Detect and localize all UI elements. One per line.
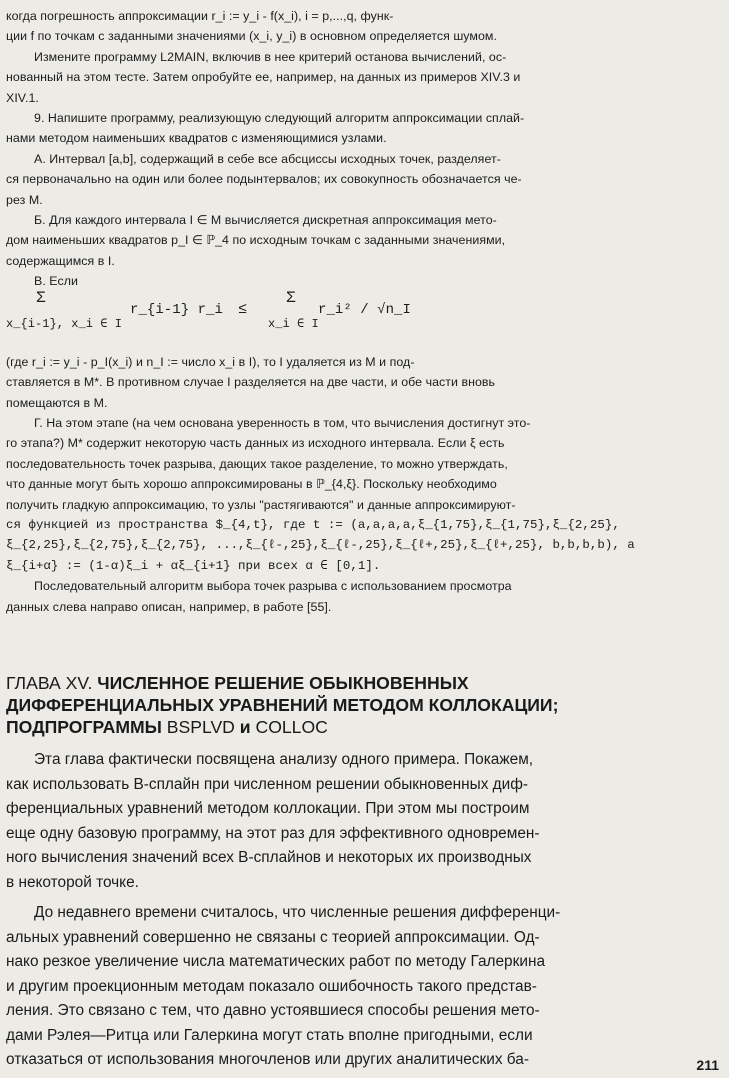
text-line: ции f по точкам с заданными значениями (x_i, y_i) в основном определяется шумом. — [6, 29, 497, 44]
text-line: данных слева направо описан, например, в работе [55]. — [6, 599, 332, 614]
text-line: ся первоначально на один или более подынтервалов; их совокупность обозначается че- — [6, 172, 522, 187]
text-line: рез M. — [6, 192, 43, 207]
text-line: ления. Это связано с тем, что давно устоявшиеся способы решения мето- — [6, 1002, 540, 1019]
text-line: нами методом наименьших квадратов с изменяющимися узлами. — [6, 131, 387, 146]
sum-subscript: x_{i-1}, x_i ∈ I — [6, 316, 123, 331]
text-line: как использовать B-сплайн при численном решении обыкновенных диф- — [6, 775, 529, 793]
text-line: Измените программу L2MAIN, включив в нее критерий останова вычислений, ос- — [34, 49, 507, 64]
text-line: ного вычисления значений всех B-сплайнов и некоторых их производных — [6, 849, 532, 866]
text-line: дами Рэлея—Ритца или Галеркина могут стать вполне пригодными, если — [6, 1026, 533, 1044]
inequality-formula — [6, 288, 720, 352]
text-line: Последовательный алгоритм выбора точек разрыва с использованием просмотра — [34, 579, 512, 594]
text-line: А. Интервал [a,b], содержащий в себе все абсциссы исходных точек, разделяет- — [34, 151, 501, 166]
sum-subscript: x_i ∈ I — [268, 316, 319, 331]
body-text — [6, 748, 720, 1073]
text-line: содержащимся в I. — [6, 253, 115, 268]
le-sign: ≤ — [238, 300, 248, 318]
chapter-title: ПОДПРОГРАММЫ — [6, 717, 167, 738]
text-line: Эта глава фактически посвящена анализу одного примера. Покажем, — [34, 751, 534, 768]
text-line: (где r_i := y_i - p_I(x_i) и n_I := число x_i в I), то I удаляется из M и под- — [6, 354, 415, 369]
text-line: го этапа?) M* содержит некоторую часть данных из исходного интервала. Если ξ есть — [6, 436, 505, 451]
text-line: В. Если — [34, 274, 78, 289]
heading-line: ДИФФЕРЕНЦИАЛЬНЫХ УРАВНЕНИЙ МЕТОДОМ КОЛЛОКАЦИИ; — [6, 695, 559, 716]
text-line: ξ_{2,25},ξ_{2,75},ξ_{2,75}, ...,ξ_{ℓ-,25},ξ_{ℓ-,25},ξ_{ℓ+,25},ξ_{ℓ+,25}, b,b,b,b), а — [6, 538, 635, 553]
text-line: еще одну базовую программу, на этот раз для эффективного одновремен- — [6, 824, 540, 842]
heading-line — [6, 672, 720, 694]
text-line: ξ_{i+α} := (1-α)ξ_i + αξ_{i+1} при всех α ∈ [0,1]. — [6, 558, 381, 573]
text-line: помещаются в M. — [6, 395, 108, 410]
chapter-title: и — [234, 717, 256, 738]
page-number: 211 — [696, 1057, 719, 1073]
text-line: Б. Для каждого интервала I ∈ M вычисляется дискретная аппроксимация мето- — [34, 213, 497, 228]
chapter-heading — [6, 672, 720, 739]
chapter-prefix: ГЛАВА XV. — [6, 673, 93, 693]
formula-term: r_{i-1} r_i — [130, 301, 223, 318]
text-line: альных уравнений совершенно не связаны с теорией аппроксимации. Од- — [6, 928, 540, 946]
exercise-block — [6, 6, 720, 617]
text-line: последовательность точек разрыва, дающих такое разделение, то можно утверждать, — [6, 456, 508, 471]
text-line: Г. На этом этапе (на чем основана уверенность в том, что вычисления достигнут это- — [34, 415, 531, 430]
sum-sign: Σ — [286, 288, 296, 307]
text-line: ставляется в M*. В противном случае I разделяется на две части, и обе части вновь — [6, 375, 496, 390]
text-line: XIV.1. — [6, 90, 39, 105]
heading-line — [6, 716, 720, 738]
text-line: нованный на этом тесте. Затем опробуйте ее, например, на данных из примеров XIV.3 и — [6, 70, 521, 85]
text-line: получить гладкую аппроксимацию, то узлы "растягиваются" и данные аппроксимируют- — [6, 497, 516, 512]
routine-name: COLLOC — [255, 717, 328, 738]
text-line: отказаться от использования многочленов или других аналитических ба- — [6, 1051, 529, 1068]
text-line: ференциальных уравнений методом коллокации. При этом мы построим — [6, 800, 530, 817]
text-line: и другим проекционным методам показало ошибочность такого представ- — [6, 977, 537, 995]
text-line: ся функцией из пространства $_{4,t}, где t := (a,a,a,a,ξ_{1,75},ξ_{1,75},ξ_{2,25}, — [6, 517, 620, 532]
chapter-title: ЧИСЛЕННОЕ РЕШЕНИЕ ОБЫКНОВЕННЫХ — [92, 673, 469, 693]
text-line: До недавнего времени считалось, что численные решения дифференци- — [34, 904, 561, 921]
text-line: 9. Напишите программу, реализующую следующий алгоритм аппроксимации сплай- — [34, 111, 525, 126]
text-line: когда погрешность аппроксимации r_i := y_i - f(x_i), i = p,...,q, функ- — [6, 9, 394, 23]
text-line: в некоторой точке. — [6, 873, 139, 891]
sum-sign: Σ — [36, 288, 46, 307]
text-line: дом наименьших квадратов p_I ∈ ℙ_4 по исходным точкам с заданными значениями, — [6, 233, 506, 248]
text-line: нако резкое увеличение числа математических работ по методу Галеркина — [6, 953, 546, 970]
formula-term: r_i² / √n_I — [318, 301, 411, 318]
routine-name: BSPLVD — [166, 717, 235, 738]
text-line: что данные могут быть хорошо аппроксимированы в ℙ_{4,ξ}. Поскольку необходимо — [6, 477, 497, 492]
